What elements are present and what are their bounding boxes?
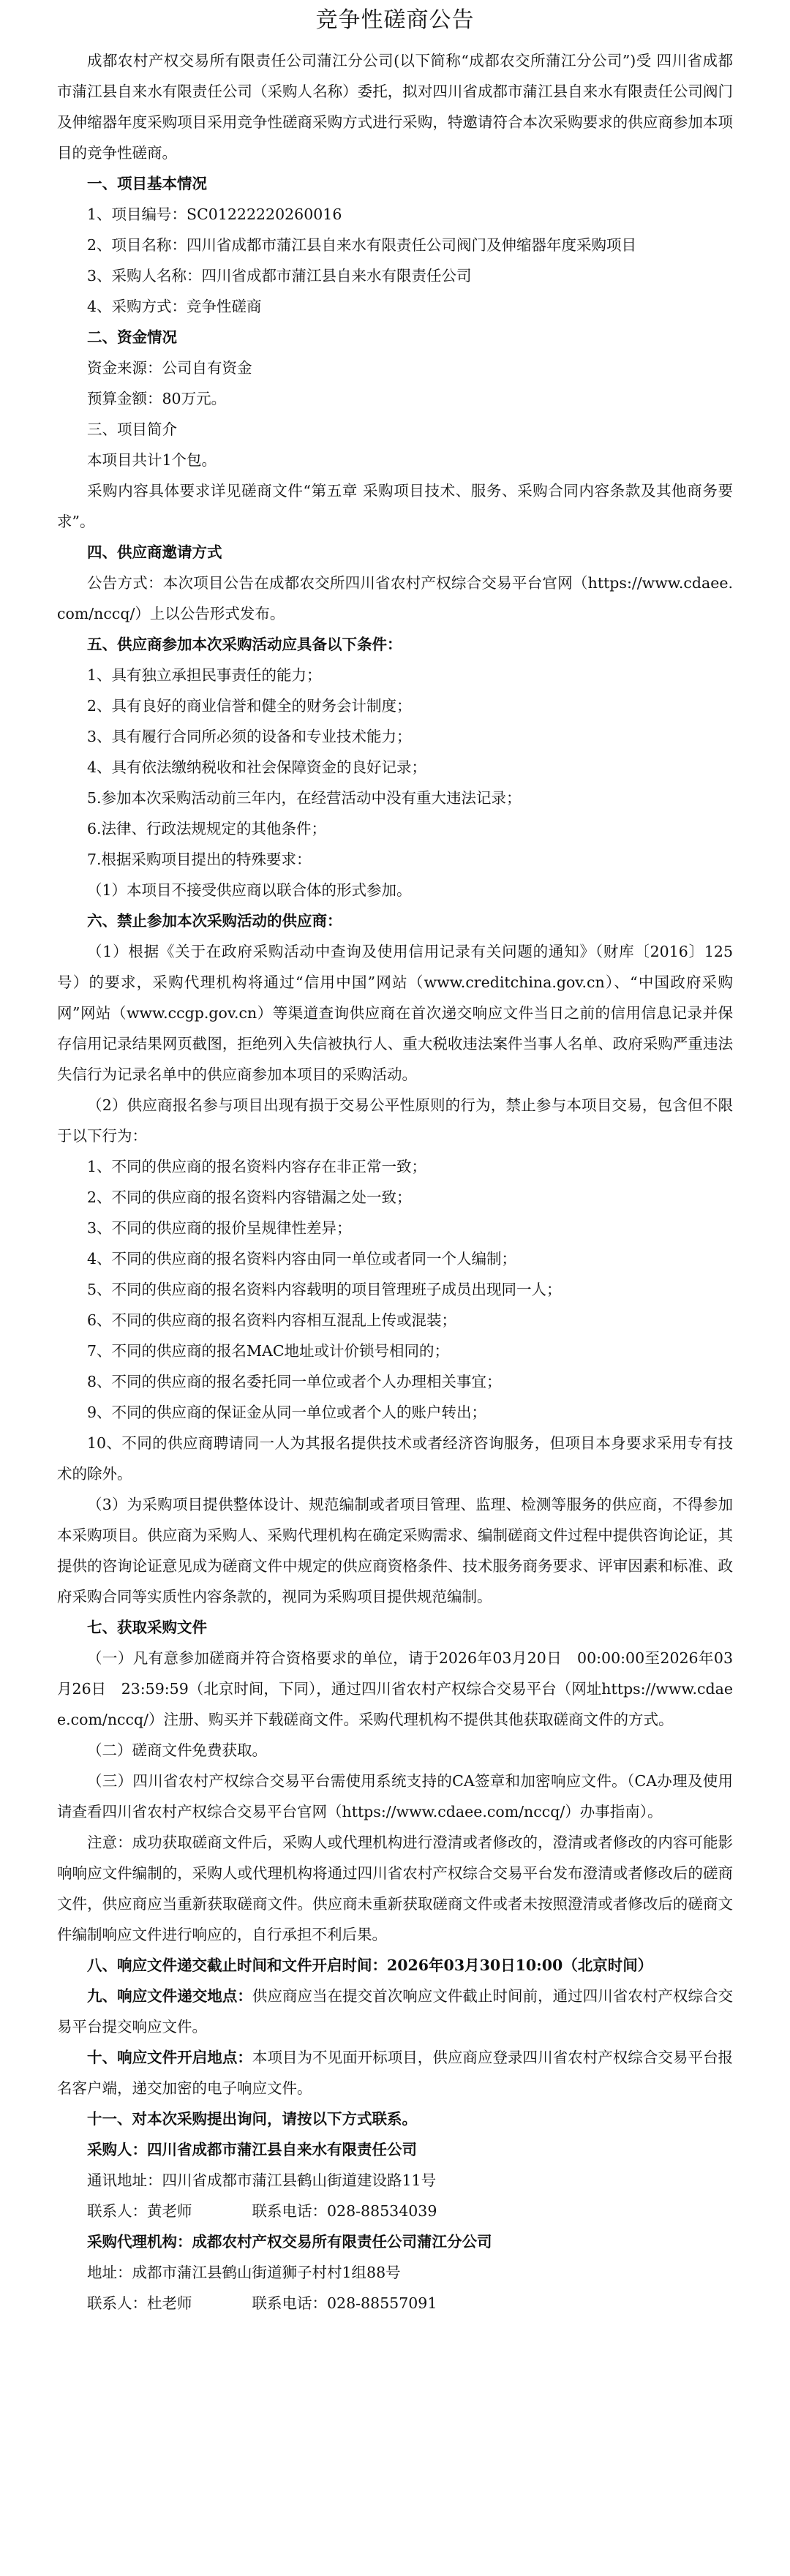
s2-item: 预算金额：80万元。 xyxy=(87,390,227,407)
section-9-text: 供应商应当在提交首次响应文件截止时间前，通过四川省农村产权综合交易平台提交响应文件。 xyxy=(57,1987,734,2035)
agent-address: 地址：成都市蒲江县鹤山街道狮子村村1组88号 xyxy=(87,2264,401,2281)
section-9 xyxy=(57,1981,733,2042)
s5-item: 7.根据采购项目提出的特殊要求： xyxy=(87,851,312,868)
s7-item: （三）四川省农村产权综合交易平台需使用系统支持的CA签章和加密响应文件。（CA办理及使用请查看四川省农村产权综合交易平台官网（https://www.cdaee.com/nccq/）办事指南）。 xyxy=(57,1772,733,1820)
section-8-heading: 八、响应文件递交截止时间和文件开启时间：2026年03月30日10:00（北京时间） xyxy=(87,1957,653,1974)
s6-item: 10、不同的供应商聘请同一人为其报名提供技术或者经济咨询服务，但项目本身要求采用专有技术的除外。 xyxy=(57,1434,733,1483)
section-10-text: 本项目为不见面开标项目，供应商应登录四川省农村产权综合交易平台报名客户端，递交加密的电子响应文件。 xyxy=(57,2049,734,2097)
s6-paragraph-3: （3）为采购项目提供整体设计、规范编制或者项目管理、监理、检测等服务的供应商，不得参加本采购项目。供应商为采购人、采购代理机构在确定采购需求、编制磋商文件过程中提供咨询论证，其提供的咨询论证意见成为磋商文件中规定的供应商资格条件、技术服务商务要求、评审因素和标准、政府采购合同等实质性内容条款的，视同为采购项目提供规范编制。 xyxy=(57,1496,733,1605)
s6-item: 6、不同的供应商的报名资料内容相互混乱上传或混装； xyxy=(87,1311,457,1329)
agent-contact: 联系人：杜老师 联系电话：028-88557091 xyxy=(87,2294,437,2312)
s2-item: 资金来源：公司自有资金 xyxy=(87,359,252,377)
s7-note: 注意：成功获取磋商文件后，采购人或代理机构进行澄清或者修改的，澄清或者修改的内容可能影响响应文件编制的，采购人或代理机构将通过四川省农村产权综合交易平台发布澄清或者修改后的磋商文件，供应商应当重新获取磋商文件。供应商未重新获取磋商文件或者未按照澄清或者修改后的磋商文件编制响应文件进行响应的，自行承担不利后果。 xyxy=(57,1834,733,1943)
s5-item: 3、具有履行合同所必须的设备和专业技术能力； xyxy=(87,728,412,745)
buyer-address: 通讯地址：四川省成都市蒲江县鹤山街道建设路11号 xyxy=(87,2172,437,2189)
page-title: 竞争性磋商公告 xyxy=(315,7,475,33)
section-3-heading: 三、项目简介 xyxy=(87,421,177,438)
section-1-heading: 一、项目基本情况 xyxy=(87,175,207,192)
s3-item: 本项目共计1个包。 xyxy=(87,451,217,469)
section-11-heading: 十一、对本次采购提出询问，请按以下方式联系。 xyxy=(87,2110,417,2128)
s5-item: 6.法律、行政法规规定的其他条件； xyxy=(87,820,327,837)
buyer-heading: 采购人：四川省成都市蒲江县自来水有限责任公司 xyxy=(87,2141,417,2158)
s6-item: 9、不同的供应商的保证金从同一单位或者个人的账户转出； xyxy=(87,1404,487,1421)
s6-item: 3、不同的供应商的报价呈规律性差异； xyxy=(87,1219,352,1237)
s6-paragraph-2: （2）供应商报名参与项目出现有损于交易公平性原则的行为，禁止参与本项目交易，包含但不限于以下行为： xyxy=(57,1096,733,1145)
section-2-heading: 二、资金情况 xyxy=(87,328,177,346)
s6-paragraph-1: （1）根据《关于在政府采购活动中查询及使用信用记录有关问题的通知》（财库〔2016〕125号）的要求，采购代理机构将通过“信用中国”网站（www.creditchina.gov.cn）、“中国政府采购网”网站（www.ccgp.gov.cn）等渠道查询供应商在首次递交响应文件当日之前的信用信息记录并保存信用记录结果网页截图，拒绝列入失信被执行人、重大税收违法案件当事人名单、政府采购严重违法失信行为记录名单中的供应商参加本项目的采购活动。 xyxy=(57,943,733,1083)
s6-item: 4、不同的供应商的报名资料内容由同一单位或者同一个人编制； xyxy=(87,1250,517,1268)
s1-item: 4、采购方式：竞争性磋商 xyxy=(87,298,262,315)
s1-item: 2、项目名称：四川省成都市蒲江县自来水有限责任公司阀门及伸缩器年度采购项目 xyxy=(87,236,637,254)
s1-item: 3、采购人名称：四川省成都市蒲江县自来水有限责任公司 xyxy=(87,267,472,285)
section-5-heading: 五、供应商参加本次采购活动应具备以下条件： xyxy=(87,636,402,653)
buyer-contact: 联系人：黄老师 联系电话：028-88534039 xyxy=(87,2202,437,2220)
intro-paragraph: 成都农村产权交易所有限责任公司蒲江分公司(以下简称“成都农交所蒲江分公司”)受 四川省成都市蒲江县自来水有限责任公司（采购人名称）委托，拟对四川省成都市蒲江县自来水有限责任公司阀门及伸缩器年度采购项目采用竞争性磋商采购方式进行采购，特邀请符合本次采购要求的供应商参加本项目的竞争性磋商。 xyxy=(57,52,733,162)
section-10 xyxy=(57,2042,733,2104)
s6-item: 2、不同的供应商的报名资料内容错漏之处一致； xyxy=(87,1189,412,1206)
s5-item: 1、具有独立承担民事责任的能力； xyxy=(87,666,322,684)
section-9-label: 九、响应文件递交地点： xyxy=(87,1987,252,2005)
s3-item: 采购内容具体要求详见磋商文件“第五章 采购项目技术、服务、采购合同内容条款及其他商务要求”。 xyxy=(57,482,733,530)
s6-item: 5、不同的供应商的报名资料内容载明的项目管理班子成员出现同一人； xyxy=(87,1281,562,1298)
s6-item: 8、不同的供应商的报名委托同一单位或者个人办理相关事宜； xyxy=(87,1373,502,1390)
s7-item: （一）凡有意参加磋商并符合资格要求的单位，请于2026年03月20日 00:00:00至2026年03月26日 23:59:59（北京时间，下同），通过四川省农村产权综合交易平台（网址https://www.cdaee.com/nccq/）注册、购买并下载磋商文件。采购代理机构不提供其他获取磋商文件的方式。 xyxy=(57,1649,733,1728)
s6-item: 7、不同的供应商的报名MAC地址或计价锁号相同的； xyxy=(87,1342,450,1360)
s5-item: 5.参加本次采购活动前三年内，在经营活动中没有重大违法记录； xyxy=(87,789,522,807)
s1-item: 1、项目编号：SC01222220260016 xyxy=(87,206,342,223)
s4-item: 公告方式：本次项目公告在成都农交所四川省农村产权综合交易平台官网（https://www.cdaee.com/nccq/）上以公告形式发布。 xyxy=(57,574,733,622)
agent-heading: 采购代理机构：成都农村产权交易所有限责任公司蒲江分公司 xyxy=(87,2233,492,2251)
s6-item: 1、不同的供应商的报名资料内容存在非正常一致； xyxy=(87,1158,427,1175)
s7-item: （二）磋商文件免费获取。 xyxy=(87,1741,267,1759)
section-10-label: 十、响应文件开启地点： xyxy=(87,2049,252,2066)
section-4-heading: 四、供应商邀请方式 xyxy=(87,543,222,561)
s5-item: 4、具有依法缴纳税收和社会保障资金的良好记录； xyxy=(87,758,427,776)
s5-item: （1）本项目不接受供应商以联合体的形式参加。 xyxy=(87,881,412,899)
section-6-heading: 六、禁止参加本次采购活动的供应商： xyxy=(87,912,342,930)
s5-item: 2、具有良好的商业信誉和健全的财务会计制度； xyxy=(87,697,412,715)
section-7-heading: 七、获取采购文件 xyxy=(87,1619,207,1636)
